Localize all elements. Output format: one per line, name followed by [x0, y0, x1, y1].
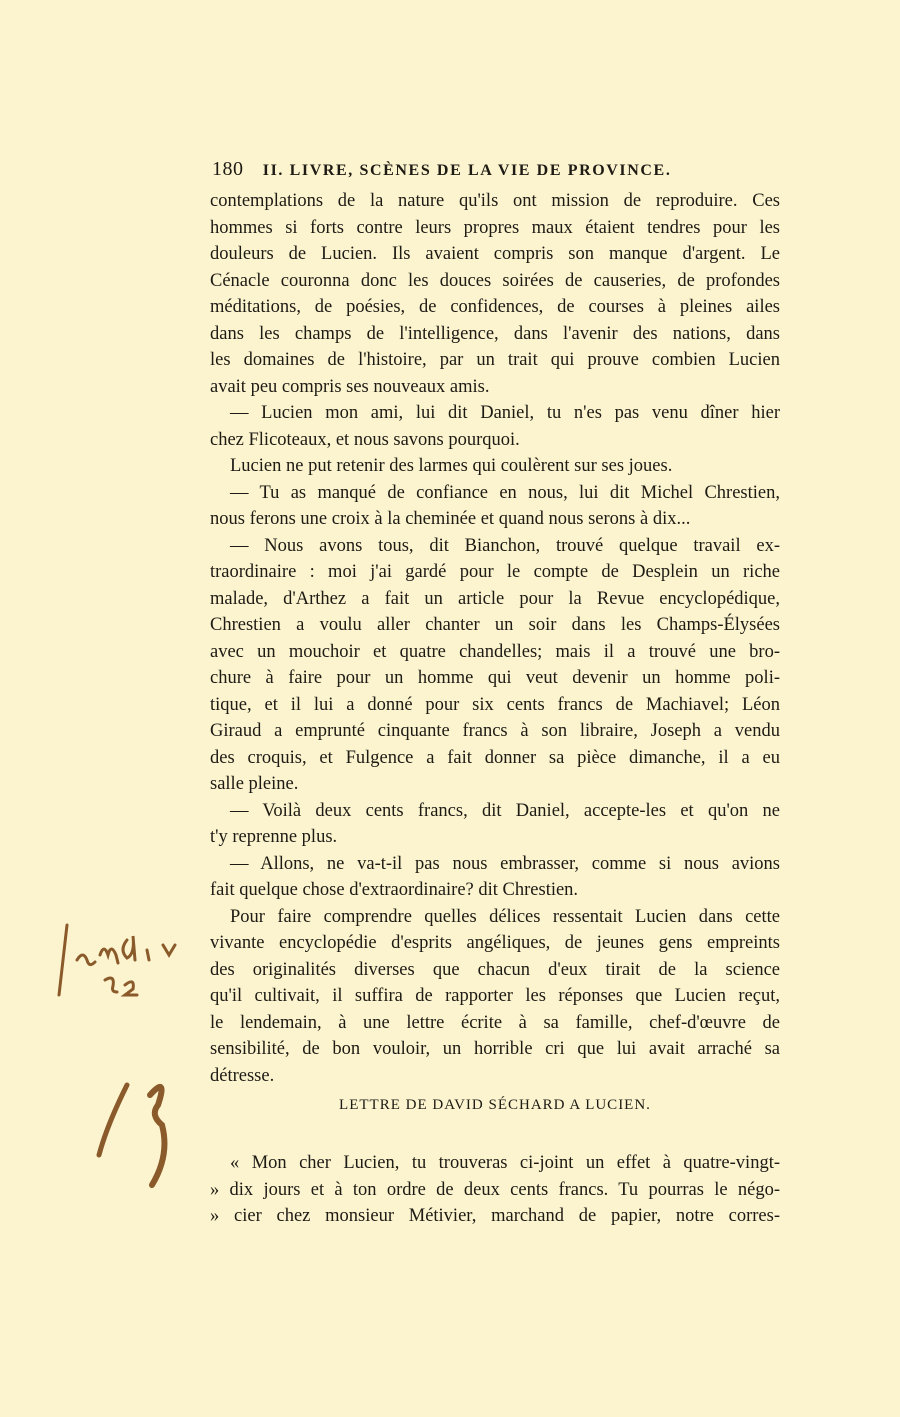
text-line: des croquis, et Fulgence a fait donner sa pièce dimanche, il a eu [210, 747, 780, 768]
text-line: dans les champs de l'intelligence, dans l'avenir des nations, dans [210, 323, 780, 344]
text-line: Pour faire comprendre quelles délices ressentait Lucien dans cette [230, 906, 780, 927]
text-line: qu'il cultivait, il suffira de rapporter les réponses que Lucien reçut, [210, 986, 780, 1006]
text-line: douleurs de Lucien. Ils avaient compris son manque d'argent. Le [210, 244, 780, 264]
text-line: vivante encyclopédie d'esprits angéliques, de jeunes gens empreints [210, 933, 780, 953]
text-line: sensibilité, de bon vouloir, un horrible cri que lui avait arraché sa [210, 1039, 780, 1059]
text-line: malade, d'Arthez a fait un article pour la Revue encyclopédique, [210, 588, 780, 609]
text-line: Giraud a emprunté cinquante francs à son libraire, Joseph a vendu [210, 721, 780, 741]
letter-text [210, 1150, 780, 1230]
text-line: — Nous avons tous, dit Bianchon, trouvé quelque travail ex- [230, 535, 780, 556]
text-line: — Tu as manqué de confiance en nous, lui dit Michel Chrestien, [230, 482, 780, 503]
text-line: salle pleine. [210, 774, 299, 794]
text-line: « Mon cher Lucien, tu trouveras ci-joint un effet à quatre-vingt- [230, 1153, 780, 1173]
text-line: des originalités diverses que chacun d'eux tirait de la science [210, 959, 780, 980]
text-line: nous ferons une croix à la cheminée et quand nous serons à dix... [210, 509, 691, 529]
handwritten-margin-note [55, 905, 215, 1195]
text-line: détresse. [210, 1065, 275, 1086]
text-line: — Lucien mon ami, lui dit Daniel, tu n'es pas venu dîner hier [230, 403, 780, 423]
text-line: contemplations de la nature qu'ils ont mission de reproduire. Ces [210, 191, 780, 211]
page-number: 180 [212, 158, 244, 180]
text-line: Chrestien a voulu aller chanter un soir dans les Champs-Élysées [210, 615, 780, 635]
text-line: chure à faire pour un homme qui veut devenir un homme poli- [210, 668, 780, 688]
body-text [210, 188, 780, 1089]
section-heading: LETTRE DE DAVID SÉCHARD A LUCIEN. [339, 1097, 651, 1113]
text-line: traordinaire : moi j'ai gardé pour le compte de Desplein un riche [210, 562, 780, 582]
text-line: » cier chez monsieur Métivier, marchand de papier, notre corres- [210, 1206, 780, 1226]
text-line: chez Flicoteaux, et nous savons pourquoi. [210, 429, 520, 450]
text-line: avec un mouchoir et quatre chandelles; mais il a trouvé une bro- [210, 641, 780, 662]
text-line: les domaines de l'histoire, par un trait qui prouve combien Lucien [210, 350, 780, 370]
text-line: hommes si forts contre leurs propres maux étaient tendres pour les [210, 217, 780, 238]
running-header [212, 158, 782, 181]
text-line: Lucien ne put retenir des larmes qui coulèrent sur ses joues. [230, 456, 673, 476]
text-line: le lendemain, à une lettre écrite à sa famille, chef-d'œuvre de [210, 1012, 780, 1033]
text-line: méditations, de poésies, de confidences, de courses à pleines ailes [210, 297, 780, 317]
text-line: — Voilà deux cents francs, dit Daniel, accepte-les et qu'on ne [230, 800, 780, 821]
text-line: » dix jours et à ton ordre de deux cents francs. Tu pourras le négo- [210, 1179, 780, 1200]
text-line: fait quelque chose d'extraordinaire? dit Chrestien. [210, 880, 579, 900]
text-line: tique, et il lui a donné pour six cents francs de Machiavel; Léon [210, 694, 780, 715]
text-line: t'y reprenne plus. [210, 827, 338, 847]
text-line: Cénacle couronna donc les douces soirées de causeries, de profondes [210, 270, 780, 291]
text-line: avait peu compris ses nouveaux amis. [210, 376, 490, 397]
running-title: II. LIVRE, SCÈNES DE LA VIE DE PROVINCE. [262, 162, 672, 179]
text-line: — Allons, ne va-t-il pas nous embrasser, comme si nous avions [230, 853, 780, 874]
